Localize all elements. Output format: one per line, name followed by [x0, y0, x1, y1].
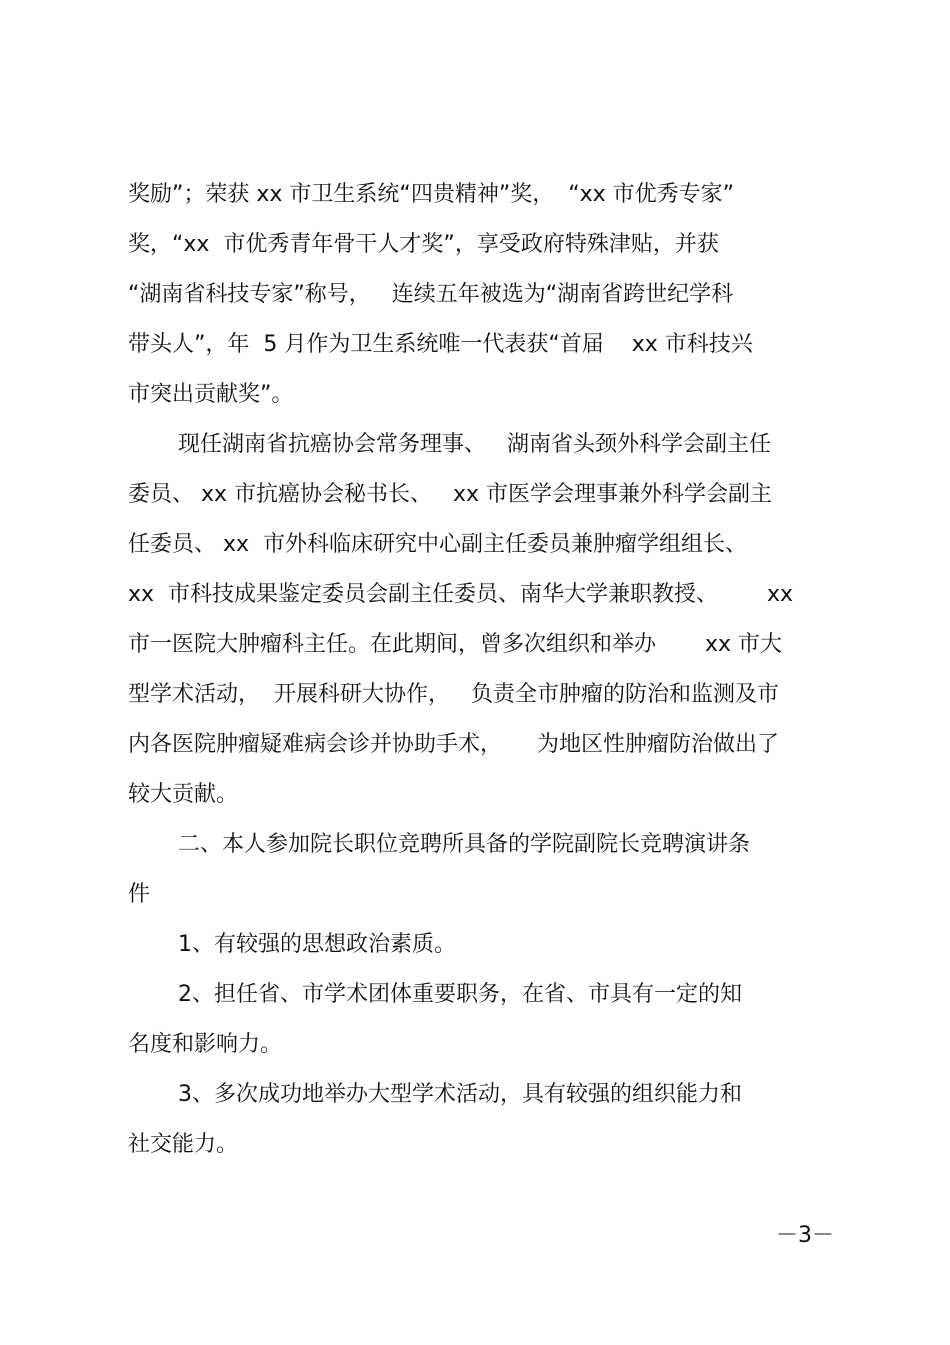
- section-heading-line-1: 二、本人参加院长职位竞聘所具备的学院副院长竞聘演讲条: [178, 832, 751, 857]
- text-line-1: 奖励”；荣获 xx 市卫生系统“四贵精神”奖， “xx 市优秀专家”: [128, 182, 735, 207]
- text-line-7: 委员、 xx 市抗癌协会秘书长、 xx 市医学会理事兼外科学会副主: [128, 482, 773, 507]
- list-item-2-line-1: 2、担任省、市学术团体重要职务，在省、市具有一定的知: [178, 982, 742, 1007]
- list-item-2-line-2: 名度和影响力。: [128, 1032, 283, 1057]
- list-item-3-line-2: 社交能力。: [128, 1132, 239, 1157]
- page-number: －3－: [776, 1223, 834, 1248]
- text-line-11: 型学术活动， 开展科研大协作， 负责全市肿瘤的防治和监测及市: [128, 682, 779, 707]
- text-line-6: 现任湖南省抗癌协会常务理事、 湖南省头颈外科学会副主任: [178, 432, 771, 457]
- text-line-4: 带头人”，年 5 月作为卫生系统唯一代表获“首届 xx 市科技兴: [128, 332, 753, 357]
- list-item-1: 1、有较强的思想政治素质。: [178, 932, 456, 957]
- list-item-3-line-1: 3、多次成功地举办大型学术活动，具有较强的组织能力和: [178, 1082, 742, 1107]
- text-line-8: 任委员、 xx 市外科临床研究中心副主任委员兼肿瘤学组组长、: [128, 532, 748, 557]
- text-line-12: 内各医院肿瘤疑难病会诊并协助手术， 为地区性肿瘤防治做出了: [128, 732, 779, 757]
- text-line-13: 较大贡献。: [128, 782, 239, 807]
- text-line-10: 市一医院大肿瘤科主任。在此期间，曾多次组织和举办 xx 市大: [128, 632, 782, 657]
- text-line-2: 奖，“xx 市优秀青年骨干人才奖”，享受政府特殊津贴，并获: [128, 232, 719, 257]
- section-heading-line-2: 件: [128, 882, 151, 907]
- text-line-9: xx 市科技成果鉴定委员会副主任委员、南华大学兼职教授、 xx: [128, 582, 794, 607]
- text-line-3: “湖南省科技专家”称号， 连续五年被选为“湖南省跨世纪学科: [128, 282, 734, 307]
- text-line-5: 市突出贡献奖”。: [128, 382, 294, 407]
